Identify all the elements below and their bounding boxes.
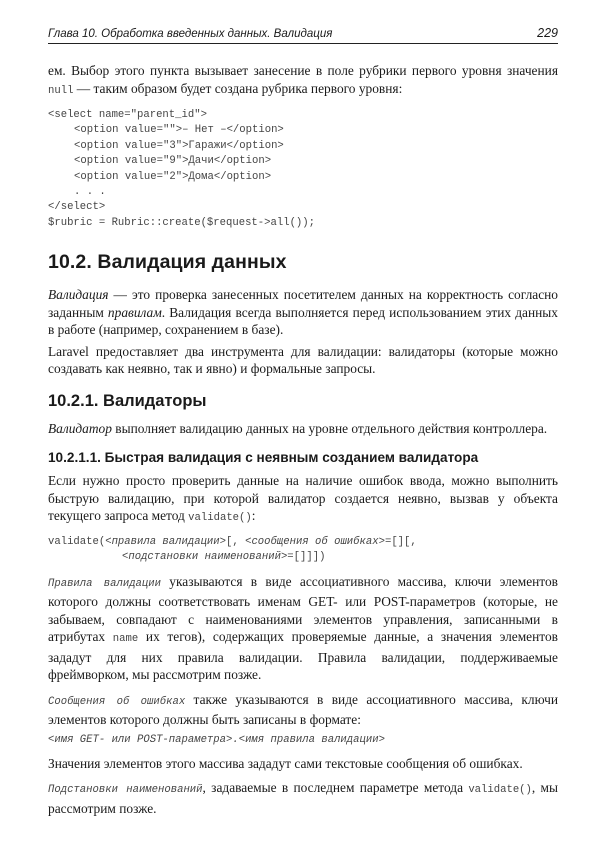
substitutions-paragraph [48,779,558,817]
subsection-heading: 10.2.1. Валидаторы [48,391,207,410]
messages-paragraph [48,691,558,729]
book-page [48,26,558,817]
code-listing-validate [48,535,558,566]
code-line: . . . [74,186,106,199]
text: также указываются в виде ассоциативного массива, ключи элементов которого должны быть записаны в формате: [48,691,558,728]
section-paragraph-1 [48,286,558,339]
inline-code: Подстановки наименований [48,784,203,797]
code-line: <option value="">– Нет –</option> [74,124,284,137]
inline-code: Сообщения об ошибках [48,695,186,708]
term: правилам [107,304,162,320]
rules-paragraph [48,573,558,684]
quick-validation-paragraph [48,472,558,528]
code-part: >=[]]]) [280,551,326,564]
text: указываются в виде ассоциативного массива, ключи элементов которого должны соответствовать именам GET- или POST-параметров (которые, не забываем, совпадают с наименованиями элементов управления, записанными в атрибутах [48,573,558,645]
code-part: >=[][, [378,535,417,548]
inline-code: Правила валидации [48,577,161,590]
section-paragraph-2: Laravel предоставляет два инструмента для валидации: валидаторы (которые можно создавать как неявно, так и явно) и формальные запросы. [48,343,558,377]
code-listing-select [48,108,558,231]
code-line: </select> [48,201,106,214]
code-line [48,550,558,565]
code-line: <option value="3">Гаражи</option> [74,139,284,152]
subsubsection-heading: 10.2.1.1. Быстрая валидация с неявным созданием валидатора [48,450,479,466]
term: Валидатор [48,420,112,436]
code-line [48,535,558,550]
inline-code: validate() [188,512,252,525]
inline-code-null: null [48,84,74,97]
code-line: <option value="9">Дачи</option> [74,155,272,168]
inline-code: validate() [468,784,532,797]
code-part: >[, < [219,535,252,548]
code-part: < [122,551,129,564]
page-number: 229 [537,26,558,40]
intro-paragraph [48,62,558,100]
code-param: подстановки наименований [128,551,281,564]
code-line: $rubric = Rubric::create($request->all()); [48,216,316,229]
code-part: validate(< [48,535,112,548]
intro-text-end: — таким образом будет создана рубрика первого уровня: [73,80,403,96]
format-line [48,733,558,748]
text: Если нужно просто проверить данные на наличие ошибок ввода, можно выполнить быструю валидацию, при которой валидатор создается неявно, вызвав у объекта текущего запроса метод [48,473,558,524]
text: , мы рассмотрим позже. [48,780,558,816]
text: их тегов), содержащих проверяемые данные, а значения элементов зададут для них правила валидации. Правила валидации, поддерживаемые фреймворком, мы рассмотрим позже. [48,629,558,683]
text: . Валидация всегда выполняется перед использованием этих данных в работе (например, сохранением в базе). [48,304,558,338]
section-heading: 10.2. Валидация данных [48,251,287,274]
code-param: сообщения об ошибках [251,535,379,548]
subsection-paragraph [48,420,558,438]
text: , задаваемые в последнем параметре метода [202,780,469,796]
chapter-title: Глава 10. Обработка введенных данных. Валидация [48,28,333,40]
code-line: <имя GET- или POST-параметра>.<имя правила валидации> [48,733,385,746]
intro-text: ем. Выбор этого пункта вызывает занесение в поле рубрики первого уровня значения [48,63,558,78]
code-param: правила валидации [111,535,220,548]
values-paragraph: Значения элементов этого массива зададут сами текстовые сообщения об ошибках. [48,755,523,771]
code-line: <option value="2">Дома</option> [74,170,272,183]
text: : [251,508,256,524]
inline-code: name [112,633,139,646]
term: Валидация [48,287,109,303]
text: выполняет валидацию данных на уровне отдельного действия контроллера. [111,420,548,436]
running-header [48,26,558,44]
text: — это проверка занесенных посетителем данных на корректность согласно заданным [48,287,558,320]
code-line: <select name="parent_id"> [48,109,207,121]
